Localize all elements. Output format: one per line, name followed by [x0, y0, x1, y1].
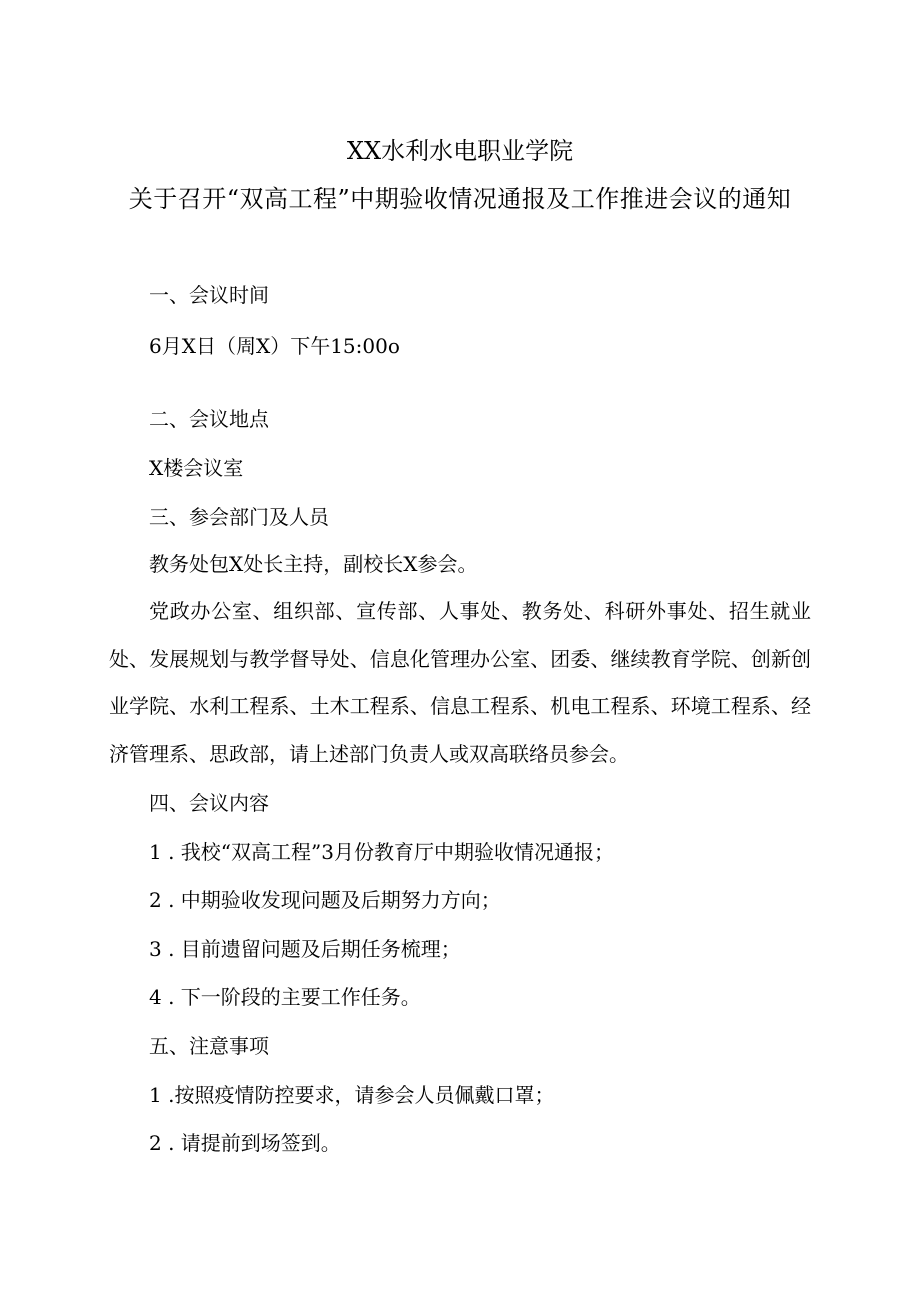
- attendees-host-text: 教务处包X处长主持，副校长X参会。: [149, 552, 478, 576]
- section-heading-attendees: 三、参会部门及人员: [149, 505, 329, 529]
- notes-item-2: 2 . 请提前到场签到。: [149, 1131, 341, 1155]
- attendees-departments-paragraph: 党政办公室、组织部、宣传部、人事处、教务处、科研外事处、招生就业处、发展规划与教学督导处、信息化管理办公室、团委、继续教育学院、创新创业学院、水利工程系、土木工程系、信息工程系、机电工程系、环境工程系、经济管理系、思政部，请上述部门负责人或双高联络员参会。: [109, 599, 811, 766]
- document-title-institution: XX水利水电职业学院: [346, 137, 574, 165]
- notes-item-1: 1 .按照疫情防控要求，请参会人员佩戴口罩；: [149, 1083, 555, 1107]
- content-item-2: 2 . 中期验收发现问题及后期努力方向；: [149, 888, 501, 912]
- meeting-time-value: 6月X日（周X）下午15:00o: [149, 334, 400, 358]
- meeting-location-value: X楼会议室: [149, 456, 244, 480]
- section-heading-location: 二、会议地点: [149, 407, 269, 431]
- content-item-3: 3 . 目前遗留问题及后期任务梳理；: [149, 937, 461, 961]
- content-item-1: 1 . 我校“双高工程”3月份教育厅中期验收情况通报；: [149, 840, 614, 864]
- content-item-4: 4 . 下一阶段的主要工作任务。: [149, 985, 421, 1009]
- section-heading-notes: 五、注意事项: [149, 1034, 269, 1058]
- section-heading-time: 一、会议时间: [149, 283, 269, 307]
- section-heading-content: 四、会议内容: [149, 791, 269, 815]
- document-title-notice: 关于召开“双高工程”中期验收情况通报及工作推进会议的通知: [128, 185, 792, 213]
